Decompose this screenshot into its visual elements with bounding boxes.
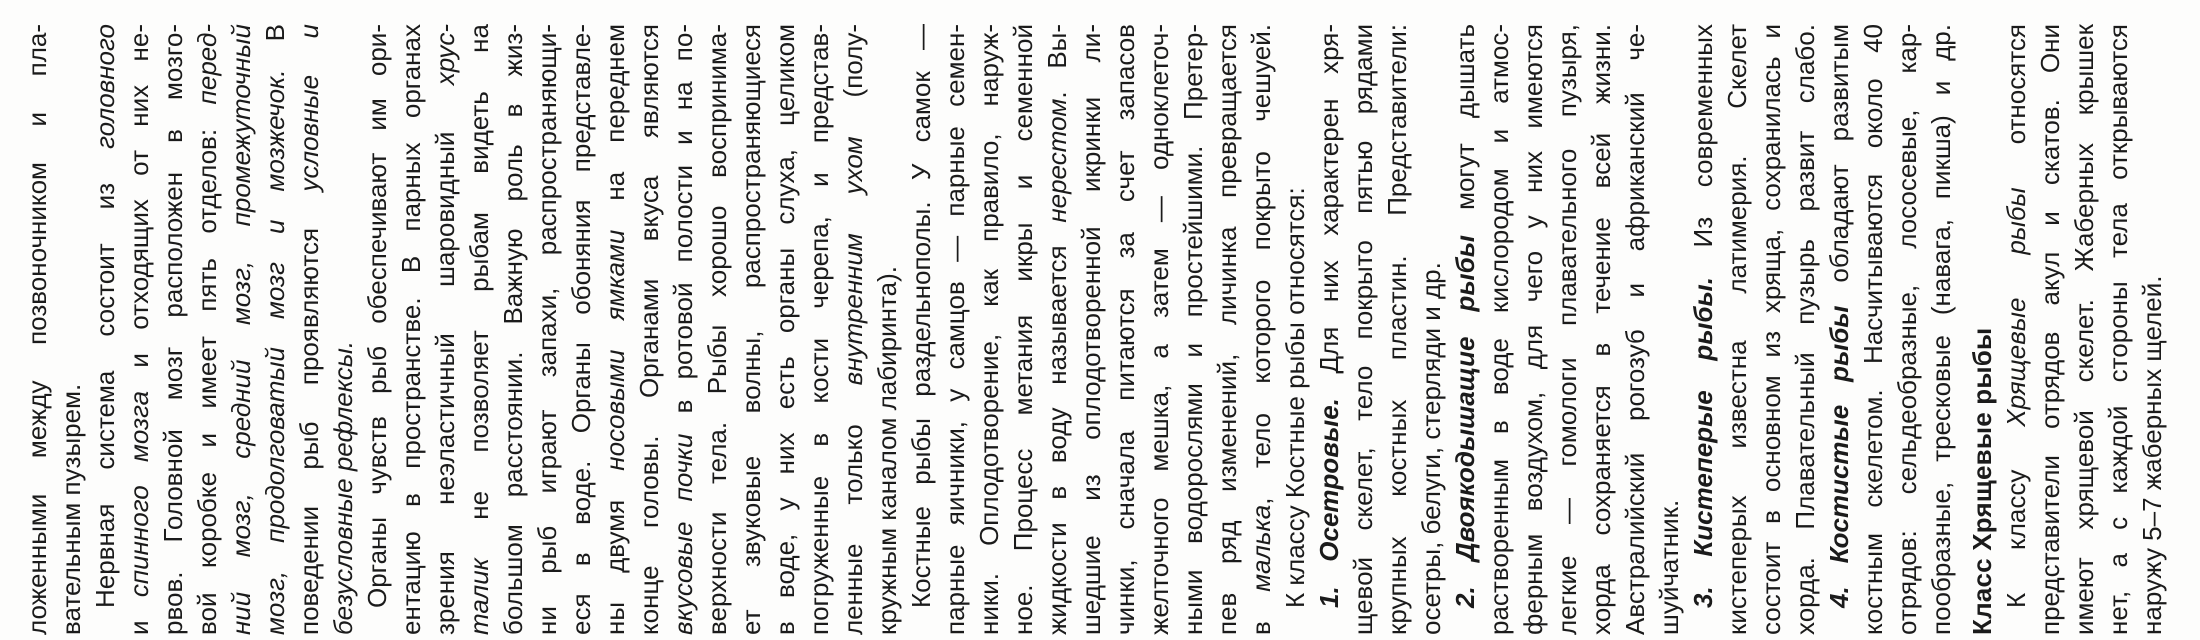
text-run: хорда. Плавательный пузырь развит слабо.: [1790, 24, 1820, 635]
text-run: Для них характерен хря-: [1314, 24, 1344, 399]
text-run: Костные рыбы раздельнополы. У самок —: [906, 24, 936, 608]
text-run: ет звуковые волны, распространяющиеся: [736, 24, 766, 635]
text-line: [768, 24, 802, 635]
text-line: [972, 24, 1006, 635]
text-run: вательным пузырем.: [56, 383, 86, 635]
text-run: имеют хрящевой скелет. Жаберных крышек: [2069, 24, 2099, 635]
text-line: [360, 24, 394, 635]
text-line: [530, 24, 564, 635]
text-line: [1686, 24, 1720, 635]
text-run: пев ряд изменений, личинка превращается: [1212, 24, 1242, 635]
text-line: [734, 24, 768, 635]
text-run: головного: [90, 24, 120, 149]
text-line: [1142, 24, 1176, 635]
text-run: осетры, белуги, стерляди и др.: [1416, 262, 1446, 635]
text-run: вой коробке и имеет пять отделов:: [192, 104, 222, 635]
text-run: относятся: [2001, 24, 2031, 188]
text-line: [1380, 24, 1414, 635]
text-run: легкие — гомологи плавательного пузыря,: [1552, 24, 1582, 635]
text-run: парные яичники, у самцов — парные семен-: [940, 24, 970, 635]
text-line: [258, 24, 292, 635]
text-line: [1516, 24, 1550, 635]
text-line: [1822, 24, 1856, 635]
text-run: костным скелетом. Насчитываются около 40: [1858, 24, 1888, 635]
text-run: ны двумя: [600, 470, 630, 635]
text-run: Из современных: [1688, 24, 1718, 278]
text-line: [1346, 24, 1380, 635]
text-run: мозг, продолговатый мозг и мозжечок.: [260, 69, 290, 635]
text-run: щевой скелет, тело покрыто пятью рядами: [1348, 24, 1378, 635]
text-line: [1414, 24, 1448, 635]
text-line: [802, 24, 836, 635]
text-run: хорда сохраняется в течение всей жизни.: [1586, 24, 1616, 635]
text-run: внутренним ухом: [838, 136, 868, 386]
text-run: ферным воздухом, для чего у них имеются: [1518, 24, 1548, 635]
text-line: [20, 24, 54, 635]
text-run: Органы чувств рыб обеспечивают им ори-: [362, 24, 392, 608]
text-run: желточного мешка, а затем — одноклеточ-: [1144, 24, 1174, 635]
text-run: Австралийский рогозуб и африканский че-: [1620, 24, 1650, 635]
text-run: растворенным в воде кислородом и атмос-: [1484, 24, 1514, 635]
text-run: еся в воде. Органы обоняния представле-: [566, 24, 596, 635]
text-line: [1210, 24, 1244, 635]
text-run: наружу 5–7 жаберных щелей.: [2137, 275, 2167, 635]
text-line: [496, 24, 530, 635]
text-line: [1108, 24, 1142, 635]
text-run: ники. Оплодотворение, как правило, наруж-: [974, 24, 1004, 635]
text-line: [292, 24, 326, 635]
text-run: 1. Осетровые.: [1314, 398, 1344, 608]
text-line: [632, 24, 666, 635]
text-run: Хрящевые рыбы: [2001, 187, 2031, 427]
text-run: могут дышать: [1450, 24, 1480, 236]
text-run: К классу: [2001, 426, 2031, 608]
text-line: [224, 24, 258, 635]
text-run: ложенными между позвоночником и пла-: [22, 24, 52, 635]
text-line: [1040, 24, 1074, 635]
text-run: и: [124, 597, 154, 635]
text-run: перед-: [192, 24, 222, 105]
text-line: [2135, 24, 2169, 635]
text-run: спинного мозга: [124, 390, 154, 598]
text-line: [1312, 24, 1346, 635]
text-run: К классу Костные рыбы относятся:: [1280, 187, 1310, 608]
text-run: безусловные рефлексы.: [328, 340, 358, 635]
text-line: [2101, 24, 2135, 635]
text-line: [836, 24, 870, 635]
text-run: верхности тела. Рыбы хорошо воспринима-: [702, 24, 732, 635]
text-run: ентацию в пространстве. В парных органах: [396, 24, 426, 635]
text-run: рвов. Головной мозг расположен в мозго-: [158, 24, 188, 635]
text-run: нет, а с каждой стороны тела открываются: [2103, 24, 2133, 635]
text-line: [428, 24, 462, 635]
text-run: пообразные, тресковые (навага, пикша) и др.: [1926, 24, 1956, 635]
text-line: [394, 24, 428, 635]
text-line: [1890, 24, 1924, 635]
text-line: [1754, 24, 1788, 635]
text-run: хрус-: [430, 24, 460, 86]
text-line: [462, 24, 496, 635]
text-run: чинки, сначала питаются за счет запасов: [1110, 24, 1140, 635]
text-line: [1856, 24, 1890, 635]
text-run: состоит в основном из хряща, сохранилась и: [1756, 24, 1786, 635]
text-run: и отходящих от них не-: [124, 24, 154, 391]
text-line: [326, 24, 360, 635]
text-line: [1074, 24, 1108, 635]
text-run: погруженные в кости черепа, и представ-: [804, 24, 834, 635]
text-run: 2. Двоякодышащие рыбы: [1450, 235, 1480, 608]
text-run: . Вы-: [1042, 23, 1072, 99]
text-run: в: [1246, 591, 1276, 635]
text-run: вкусовые почки: [668, 433, 698, 635]
text-line: [2067, 24, 2101, 635]
text-run: , тело которого покрыто чешуей.: [1246, 24, 1276, 505]
text-run: не позволяет рыбам видеть на: [464, 24, 494, 559]
text-line: [156, 24, 190, 635]
text-line: [1550, 24, 1584, 635]
text-line: [1720, 24, 1754, 635]
text-run: нерестом: [1042, 98, 1072, 223]
text-line: [1618, 24, 1652, 635]
text-run: 4. Костистые рыбы: [1824, 305, 1854, 608]
text-run: Класс Хрящевые рыбы: [1967, 327, 1997, 635]
text-run: (полу-: [838, 23, 868, 137]
text-run: конце головы. Органами вкуса являются: [634, 24, 664, 635]
text-run: зрения неэластичный шаровидный: [430, 85, 460, 635]
text-run: представители отрядов акул и скатов. Они: [2035, 24, 2065, 635]
text-line: [700, 24, 734, 635]
text-run: поведении рыб проявляются: [294, 191, 324, 635]
text-run: 3. Кистеперые рыбы.: [1688, 277, 1718, 608]
text-line: [190, 24, 224, 635]
text-run: В: [260, 24, 290, 70]
text-run: ными водорослями и простейшими. Претер-: [1178, 24, 1208, 635]
text-run: шуйчатник.: [1654, 499, 1684, 635]
text-run: ний мозг, средний мозг, промежуточный: [226, 24, 256, 635]
text-run: талик: [464, 558, 494, 635]
text-run: Нервная система состоит из: [90, 148, 120, 608]
text-line: [1924, 24, 1958, 635]
text-run: большом расстоянии. Важную роль в жиз-: [498, 24, 528, 635]
text-run: на переднем: [600, 24, 630, 230]
text-run: отрядов: сельдеобразные, лососевые, кар-: [1892, 24, 1922, 635]
text-line: [1448, 24, 1482, 635]
text-run: кистеперых известна латимерия. Скелет: [1722, 24, 1752, 635]
text-line: [1999, 24, 2033, 635]
text-line: [564, 24, 598, 635]
text-run: в ротовой полости и на по-: [668, 24, 698, 434]
section-heading: [1965, 24, 1999, 635]
text-line: [54, 24, 88, 635]
text-run: носовыми ямками: [600, 229, 630, 471]
text-run: жидкости в воду называется: [1042, 222, 1072, 635]
text-line: [1176, 24, 1210, 635]
text-run: условные и: [294, 24, 324, 192]
text-line: [1006, 24, 1040, 635]
text-line: [2033, 24, 2067, 635]
text-line: [904, 24, 938, 635]
text-run: шедшие из оплодотворенной икринки ли-: [1076, 24, 1106, 635]
text-line: [1584, 24, 1618, 635]
text-line: [1244, 24, 1278, 635]
text-line: [666, 24, 700, 635]
text-line: [870, 24, 904, 635]
text-line: [1652, 24, 1686, 635]
text-run: в воде, у них есть органы слуха, целиком: [770, 24, 800, 635]
text-run: ни рыб играют запахи, распространяющи-: [532, 24, 562, 635]
text-line: [938, 24, 972, 635]
text-run: кружным каналом лабиринта).: [872, 266, 902, 635]
text-line: [88, 24, 122, 635]
text-line: [122, 24, 156, 635]
text-run: ное. Процесс метания икры и семенной: [1008, 24, 1038, 635]
text-run: ленные только: [838, 385, 868, 635]
text-line: [1482, 24, 1516, 635]
text-run: обладают развитым: [1824, 24, 1854, 306]
text-run: малька: [1246, 504, 1276, 592]
text-line: [1278, 24, 1312, 635]
text-run: крупных костных пластин. Представители:: [1382, 24, 1412, 635]
text-line: [1788, 24, 1822, 635]
text-line: [598, 24, 632, 635]
